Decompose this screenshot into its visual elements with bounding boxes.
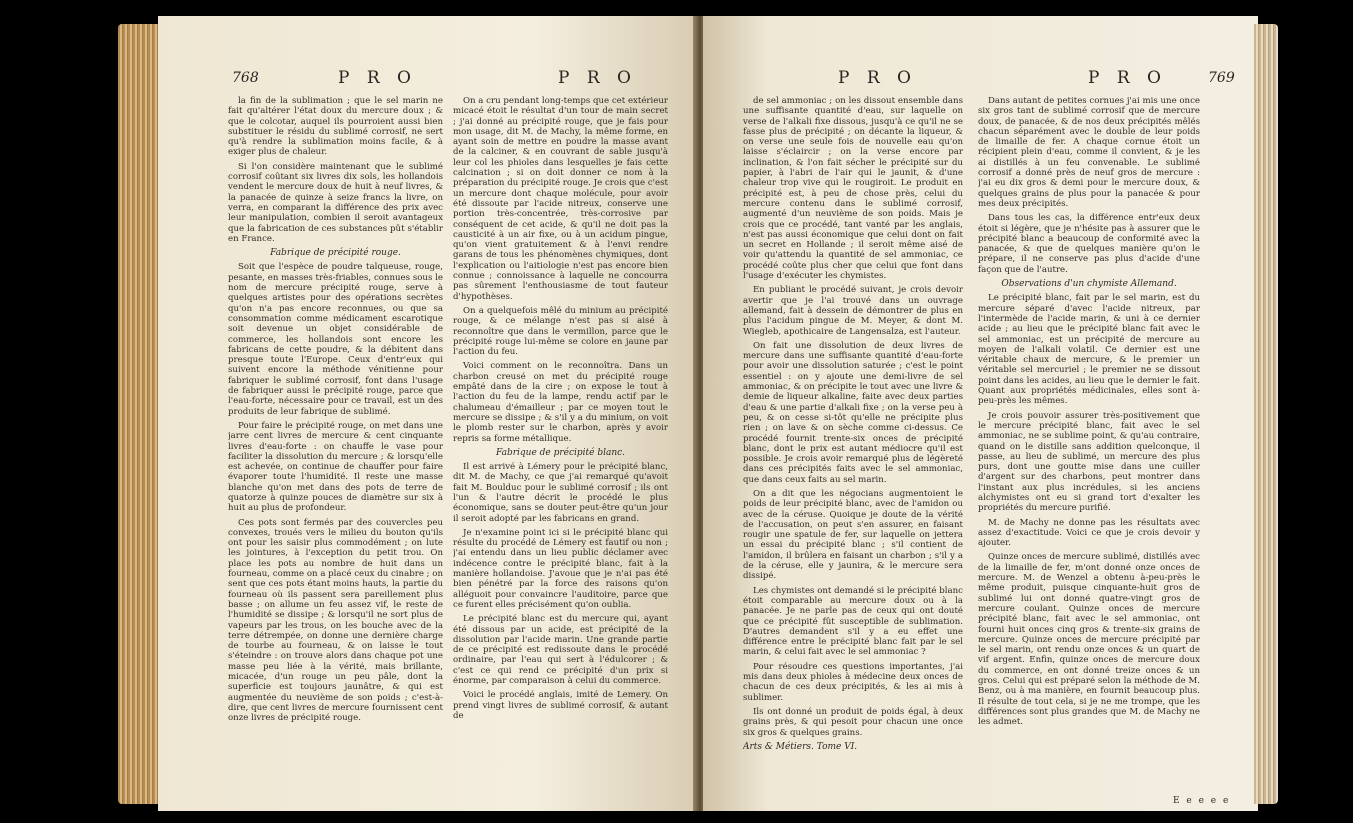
paragraph: Si l'on considère maintenant que le sublimé corrosif coûtant six livres dix sols, les hollandois vendent le mercure doux de huit à neuf livres, & la panacée de quinze à seize francs la livre, on verra, en comparant la différence des prix avec leur manipulation, combien il seroit avantageux que la fabrication de ces substances pût s'établir en France. [228,161,443,244]
section-heading: Fabrique de précipité rouge. [270,248,401,259]
paragraph: Ils ont donné un produit de poids égal, à deux grains près, & qui pesoit pour chacun une once six gros & quelques grains. [743,706,963,738]
right-page [703,16,1258,811]
left-page-column-1 [228,96,443,796]
paragraph: la fin de la sublimation ; que le sel marin ne fait qu'altérer l'état doux du mercure doux ; & que le colcotar, auquel ils pourroient aussi bien substituer le résidu du sublimé corrosif, ne sert qu'à rendre la sublimation moins facile, & à exiger plus de chaleur. [228,96,443,158]
paragraph: On fait une dissolution de deux livres de mercure dans une suffisante quantité d'eau-forte pour avoir une dissolution saturée ; c'est le point essentiel : on y ajoute une demi-livre de sel ammoniac, & on précipite le tout avec une livre & demie de liqueur alkaline, faite avec deux parties d'eau & une partie d'alkali fixe ; on la verse peu à peu, & on cesse si-tôt qu'elle ne précipite plus rien ; on lave & on sèche comme ci-dessus. Ce procédé fournit trente-six onces de précipité blanc, dont le prix est autant médiocre qu'il est possible. Je crois avoir remarqué plus de légèreté dans ces précipités faits avec le sel ammoniac, que dans ceux faits au sel marin. [743,340,963,485]
running-header-left-2: P R O [558,68,637,88]
paragraph: Pour faire le précipité rouge, on met dans une jarre cent livres de mercure & cent cinquante livres d'eau-forte : on chauffe le vase pour faciliter la dissolution du mercure ; & lorsqu'elle est achevée, on continue de chauffer pour faire évaporer toute l'humidité. Il reste une masse blanche qu'on met dans des pots de terre de quatorze à quinze pouces de diamètre sur six à huit au plus de profondeur. [228,420,443,514]
paragraph: Dans tous les cas, la différence entr'eux deux étoit si légère, que je n'hésite pas à assurer que le précipité blanc a beaucoup de conformité avec la panacée, & que de quelques manière qu'on le prépare, il ne conserve pas plus d'acide d'une façon que de l'autre. [978,213,1200,275]
open-book [118,16,1278,811]
section-heading: Observations d'un chymiste Allemand. [1001,279,1177,290]
paragraph: On a quelquefois mêlé du minium au précipité rouge, & ce mélange n'est pas si aisé à reconnoître que dans le vermillon, parce que le précipité rouge lui-même se colore en jaune par l'action du feu. [453,305,668,358]
paragraph: Je n'examine point ici si le précipité blanc qui résulte du procédé de Lémery est fautif ou non ; j'ai entendu dans un lieu public déclamer avec indécence contre le précipité blanc, fait à la manière hollandoise. J'avoue que je n'ai pas été bien pénétré par la force des raisons qu'on alléguoit pour convaincre l'auditoire, parce que ce furent elles précisément qu'on oublia. [453,527,668,610]
paragraph: Il est arrivé à Lémery pour le précipité blanc, dit M. de Machy, ce que j'ai remarqué qu'avoit fait M. Boulduc pour le sublimé corrosif ; ils ont l'un & l'autre décrit le procédé le plus économique, sans se douter peut-être qu'un jour il seroit adopté par les fabricans en grand. [453,462,668,524]
left-page-column-2 [453,96,668,796]
volume-footer: Arts & Métiers. Tome VI. [743,741,858,752]
paragraph: Les chymistes ont demandé si le précipité blanc étoit comparable au mercure doux ou à la panacée. Je ne parle pas de ceux qui ont douté que ce précipité fût susceptible de sublimation. D'autres demandent s'il y a eu effet une différence entre le précipité blanc fait par le sel marin, & celui fait avec le sel ammoniac ? [743,585,963,658]
page-number-right: 769 [1208,70,1235,86]
paragraph: Dans autant de petites cornues j'ai mis une once six gros tant de sublimé corrosif que de mercure doux, de panacée, & de nos deux précipités mêlés chacun séparément avec le double de leur poids de limaille de fer. A chaque cornue étoit un récipient plein d'eau, comme il convient, & je les ai distillés à un feu convenable. Le sublimé corrosif a donné près de neuf gros de mercure : j'ai eu dix gros & demi pour le mercure doux, & quelques grains de plus pour la panacée & pour mes deux précipités. [978,96,1200,209]
paragraph: Voici le procédé anglais, imité de Lemery. On prend vingt livres de sublimé corrosif, & autant de [453,690,668,721]
paragraph: Le précipité blanc, fait par le sel marin, est du mercure séparé d'avec l'acide nitreux, par l'intermède de l'acide marin, & uni à ce dernier acide ; au lieu que le précipité blanc fait avec le sel ammoniac, est un précipité de mercure au moyen de l'alkali volatil. Ce dernier est une véritable chaux de mercure, & le premier un véritable sel mercuriel ; le premier ne se dissout point dans les acides, au lieu que le dernier le fait. Quant aux propriétés médicinales, elles sont à-peu-près les mêmes. [978,293,1200,407]
paragraph: On a dit que les négocians augmentoient le poids de leur précipité blanc, avec de l'amidon ou avec de la céruse. Quoique je doute de la vérité de l'accusation, on peut s'en assurer, en faisant rougir une spatule de fer, sur laquelle on jettera un essai du précipité blanc ; s'il contient de l'amidon, il brûlera en faisant un charbon ; s'il y a de la céruse, elle y jaunira, & le mercure sera dissipé. [743,488,963,582]
running-header-right-2: P R O [1088,68,1167,88]
paragraph: Le précipité blanc est du mercure qui, ayant été dissous par un acide, est précipité de la dissolution par l'acide marin. Une grande partie de ce précipité est redissoute dans le procédé ordinaire, par l'eau qui sert à l'édulcorer ; & c'est ce qui rend ce précipité d'un prix si énorme, par comparaison à celui du commerce. [453,614,668,687]
running-header-left-1: P R O [338,68,417,88]
paragraph: Soit que l'espèce de poudre talqueuse, rouge, pesante, en masses très-friables, connues sous le nom de mercure précipité rouge, serve à quelques artistes pour des opérations secrètes qu'on n'a pas encore reconnues, ou que sa consommation comme médicament escarotique soit devenue un objet considérable de commerce, les hollandois sont encore les fabricans de cette poudre, & la débitent dans presque toute l'Europe. Ceux d'entr'eux qui suivent encore la méthode vénitienne pour fabriquer le sublimé corrosif, font dans l'usage de fabriquer aussi le précipité rouge, parce que l'eau-forte, nécessaire pour ce travail, est un des produits de leur fabrique de sublimé. [228,262,443,417]
running-header-right-1: P R O [838,68,917,88]
right-page-column-1 [743,96,963,796]
paragraph: Ces pots sont fermés par des couvercles peu convexes, troués vers le milieu du bouton qu'ils ont pour les saisir plus commodément ; on lute les jointures, à l'exception du petit trou. On place les pots au nombre de huit dans un fourneau, comme on a placé ceux du cinabre ; on sent que ces pots étant moins hauts, la partie du fourneau où ils passent sera pareillement plus basse ; on allume un feu assez vif, le reste de l'humidité se dissipe ; & lorsqu'il ne sort plus de vapeurs par les trous, on les bouche avec de la terre détrempée, on donne une dernière charge de tourbe au fourneau, & on laisse le tout s'éteindre : on trouve alors dans chaque pot une masse peu liée à la vérité, mais brillante, micacée, d'un rouge un peu pâle, dont la superficie est toujours jaunâtre, & qui est augmentée du neuvième de son poids ; c'est-à-dire, que cent livres de mercure fournissent cent onze livres de précipité rouge. [228,517,443,724]
paragraph: Quinze onces de mercure sublimé, distillés avec de la limaille de fer, m'ont donné onze onces de mercure. M. de Wenzel a obtenu à-peu-près le même produit, puisque cinquante-huit gros de sublimé lui ont donné quatre-vingt gros de mercure coulant. Quinze onces de mercure précipité blanc, fait avec le sel ammoniac, ont fourni huit onces cinq gros & trente-six grains de mercure. Quinze onces de mercure précipité par le sel marin, ont rendu onze onces & un quart de vif argent. Enfin, quinze onces de mercure doux du commerce, en ont donné treize onces & un gros. Celui qui est préparé selon la méthode de M. Benz, ou à ma manière, en fournit beaucoup plus. Il résulte de tout cela, si je ne me trompe, que les différences sont plus grandes que M. de Machy ne les admet. [978,552,1200,728]
paragraph: En publiant le procédé suivant, je crois devoir avertir que je l'ai trouvé dans un ouvrage allemand, fait à dessein de démontrer de plus en plus l'acidum pingue de M. Meyer, & dont M. Wiegleb, apothicaire de Langensalza, est l'auteur. [743,285,963,337]
page-number-left: 768 [232,70,259,86]
left-page [158,16,698,811]
right-page-column-2 [978,96,1200,796]
signature-mark: E e e e e [1173,796,1231,806]
paragraph: de sel ammoniac ; on les dissout ensemble dans une suffisante quantité d'eau, sur laquelle on verse de l'alkali fixe dissous, jusqu'à ce qu'il ne se fasse plus de précipité ; on décante la liqueur, & on verse une seule fois de nouvelle eau qu'on laisse s'éclaircir ; on la verse encore par inclination, & l'on fait sécher le précipité sur du papier, à l'abri de l'air qui le jaunit, & d'une chaleur trop vive qui le rougiroit. Le produit en précipité est, à peu de chose près, celui du mercure contenu dans le sublimé corrosif, augmenté d'un neuvième de son poids. Mais je crois que ce procédé, tant vanté par les anglais, n'est pas aussi économique que celui dont on fait un secret en Hollande ; il seroit même aisé de voir qu'attendu la quantité de sel ammoniac, ce procédé coûte plus cher que celui que font dans l'usage d'exécuter les chymistes. [743,96,963,282]
paragraph: M. de Machy ne donne pas les résultats avec assez d'exactitude. Voici ce que je crois devoir y ajouter. [978,517,1200,549]
paragraph: Pour résoudre ces questions importantes, j'ai mis dans deux phioles à médecine deux onces de chacun de ces deux précipités, & les ai mis à sublimer. [743,661,963,703]
page-edges-right [1254,24,1278,804]
paragraph: On a cru pendant long-temps que cet extérieur micacé étoit le résultat d'un tour de main secret ; j'ai donné au précipité rouge, que je fais pour mon usage, dit M. de Machy, la même forme, en ayant soin de mettre en poudre la masse avant de la calciner, & en couvrant de sable jusqu'à leur col les phioles dans lesquelles je fais cette calcination ; si on doit donner ce nom à la préparation du précipité rouge. Je crois que c'est un mercure dont chaque molécule, pour avoir été dissoute par l'acide nitreux, conserve une portion très-concentrée, très-corrosive par conséquent de cet acide, & qu'il ne doit pas la causticité à un air fixe, ou à un acidum pingue, qu'on vient gratuitement & à l'envi rendre garans de tous les phénomènes chymiques, dont l'explication ou l'aitiologie n'est pas encore bien connue ; connoissance à laquelle ne concourra pas sûrement l'enthousiasme de tout fauteur d'hypothèses. [453,96,668,302]
paragraph: Voici comment on le reconnoîtra. Dans un charbon creusé on met du précipité rouge empâté dans de la cire ; on expose le tout à l'action du feu de la lampe, rendu actif par le chalumeau d'émailleur ; par ce moyen tout le mercure se dissipe ; & s'il y a du minium, on voit le plomb rester sur le charbon, après y avoir repris sa forme métallique. [453,361,668,444]
paragraph: Je crois pouvoir assurer très-positivement que le mercure précipité blanc, fait avec le sel ammoniac, ne se sublime point, & qu'au contraire, quand on le distille sans addition quelconque, il passe, au lieu de sublimé, un mercure des plus purs, dont une goutte mise dans une cuiller d'argent sur des charbons, peut montrer dans l'instant aux plus incrédules, si les anciens alchymistes ont eu si grand tort d'exalter les propriétés du mercure purifié. [978,410,1200,514]
section-heading: Fabrique de précipité blanc. [495,447,626,458]
